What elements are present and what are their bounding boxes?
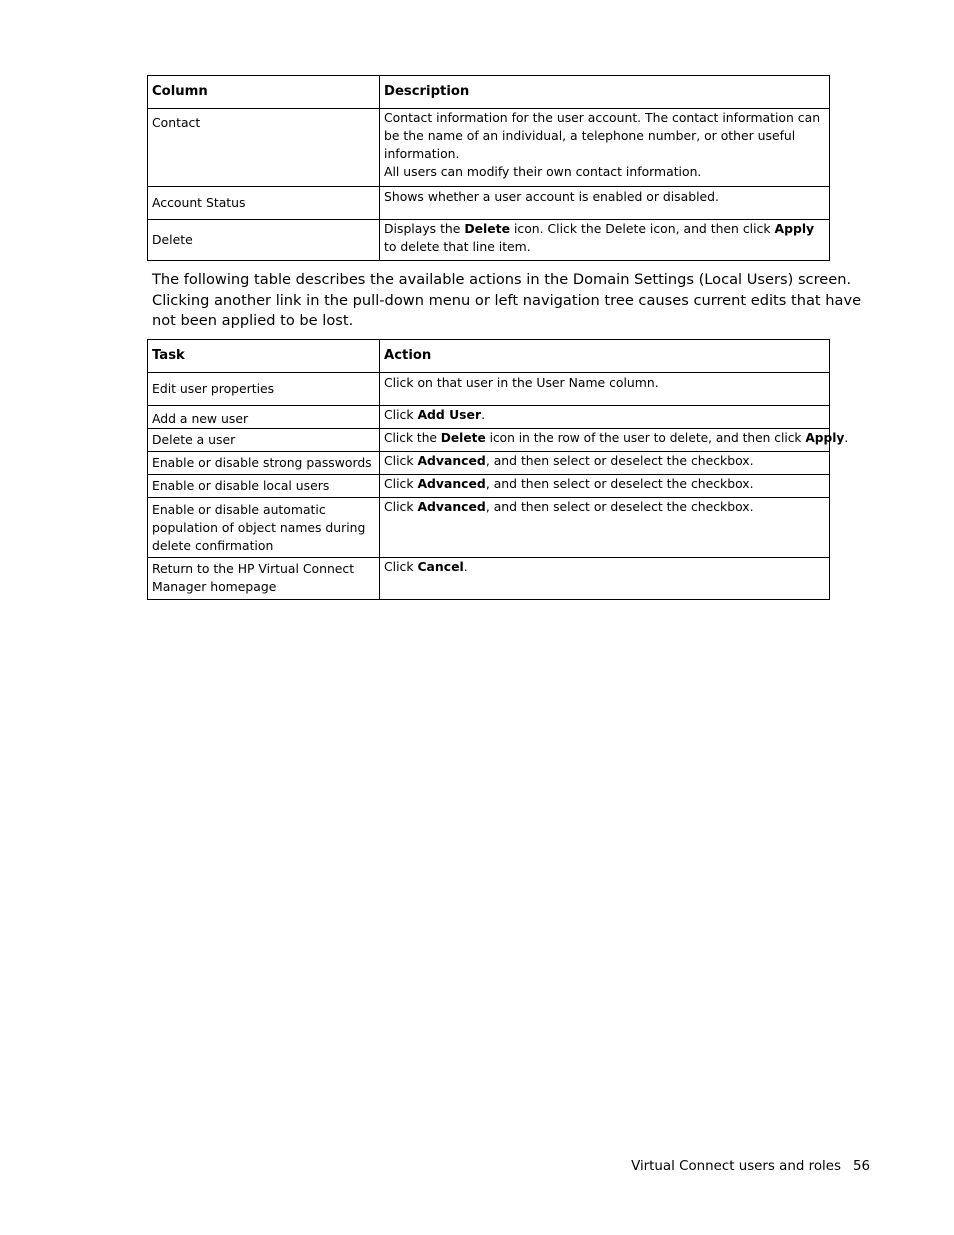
task-cell: Enable or disable automatic population of object names during delete confirmation (148, 498, 380, 558)
intro-paragraph: The following table describes the available actions in the Domain Settings (Local Users) screen. Clicking another link in the pull-down menu or left navigation tree causes current edits that have not been applied to be lost. (152, 271, 862, 329)
description-cell: Displays the Delete icon. Click the Delete icon, and then click Apply to delete that line item. (380, 220, 830, 261)
task-cell: Delete a user (148, 429, 380, 452)
action-cell: Click Advanced, and then select or deselect the checkbox. (380, 452, 830, 475)
action-cell: Click Cancel. (380, 558, 830, 600)
table-row (148, 475, 830, 498)
table-row (148, 406, 830, 429)
table-row (148, 558, 830, 600)
description-header: Description (380, 76, 830, 109)
footer-section-title: Virtual Connect users and roles (631, 1159, 841, 1174)
page-number: 56 (852, 1159, 870, 1174)
description-cell: Contact information for the user account. The contact information can be the name of an individual, a telephone number, or other useful information. All users can modify their own contact information. (380, 109, 830, 187)
description-cell: Shows whether a user account is enabled or disabled. (380, 187, 830, 220)
action-cell: Click the Delete icon in the row of the user to delete, and then click Apply. (380, 429, 830, 452)
table-row (148, 109, 830, 187)
table-row (148, 452, 830, 475)
action-cell: Click on that user in the User Name column. (380, 373, 830, 406)
column-header: Column (148, 76, 380, 109)
action-cell: Click Advanced, and then select or deselect the checkbox. (380, 475, 830, 498)
column-cell: Delete (148, 220, 380, 261)
task-cell: Return to the HP Virtual Connect Manager homepage (148, 558, 380, 600)
action-cell: Click Advanced, and then select or deselect the checkbox. (380, 498, 830, 558)
table-header-row (148, 340, 830, 373)
table-row (148, 220, 830, 261)
task-cell: Edit user properties (148, 373, 380, 406)
table-header-row (148, 76, 830, 109)
table-row (148, 187, 830, 220)
actions-table (147, 339, 849, 600)
columns-table (147, 75, 830, 261)
column-cell: Contact (148, 109, 380, 187)
column-cell: Account Status (148, 187, 380, 220)
page-footer (631, 1158, 870, 1176)
task-cell: Enable or disable local users (148, 475, 380, 498)
task-header: Task (148, 340, 380, 373)
task-cell: Enable or disable strong passwords (148, 452, 380, 475)
action-cell: Click Add User. (380, 406, 830, 429)
table-row (148, 373, 830, 406)
task-cell: Add a new user (148, 406, 380, 429)
action-header: Action (380, 340, 830, 373)
table-row (148, 429, 830, 452)
table-row (148, 498, 830, 558)
